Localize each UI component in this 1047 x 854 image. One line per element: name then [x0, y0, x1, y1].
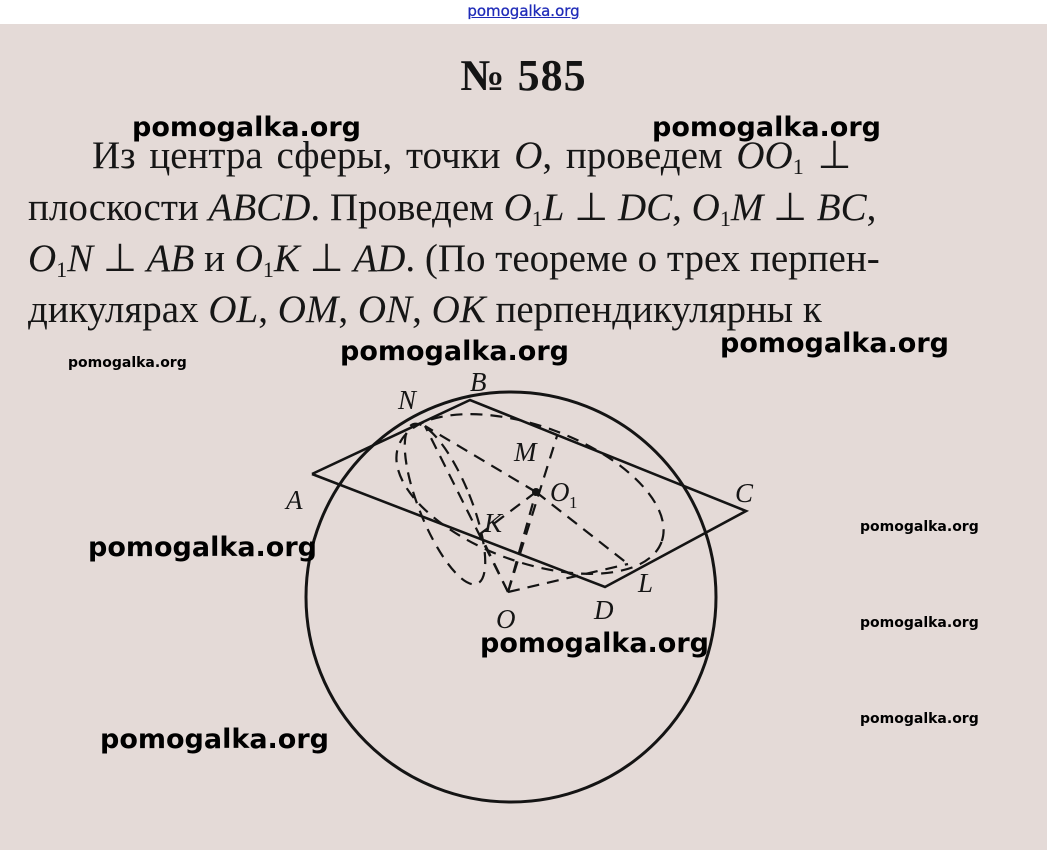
problem-text-line-2: плоскости ABCD. Проведем $O_1L$ ⊥ DC, $O_1M$ ⊥ BC,	[28, 186, 877, 231]
label-d: D	[594, 595, 614, 625]
watermark: pomogalka.org	[652, 112, 881, 143]
label-a: A	[286, 485, 303, 515]
segment-o-l	[508, 564, 628, 592]
point-o1	[532, 488, 540, 496]
watermark: pomogalka.org	[860, 519, 979, 535]
watermark: pomogalka.org	[100, 724, 329, 755]
label-o1: O	[550, 477, 570, 507]
watermark: pomogalka.org	[340, 336, 569, 367]
watermark: pomogalka.org	[720, 328, 949, 359]
problem-text-line-4: дикулярах OL, OM, ON, OK перпендикулярны к	[28, 288, 822, 331]
watermark: pomogalka.org	[68, 355, 187, 371]
segment-o-o1	[508, 492, 536, 592]
site-link[interactable]: pomogalka.org	[467, 2, 580, 20]
problem-number: № 585	[460, 51, 587, 100]
textbook-page	[0, 24, 1047, 850]
watermark: pomogalka.org	[88, 532, 317, 563]
label-o: O	[496, 604, 516, 634]
label-m: M	[514, 437, 537, 467]
inner-ellipse	[389, 415, 502, 594]
watermark: pomogalka.org	[480, 628, 709, 659]
label-n: N	[398, 385, 417, 415]
watermark: pomogalka.org	[860, 615, 979, 631]
label-b: B	[470, 367, 487, 397]
site-header	[0, 0, 1047, 24]
label-k: K	[484, 508, 503, 538]
problem-text-line-1: Из центра сферы, точки O, проведем $OO_1$ ⊥	[92, 134, 852, 179]
problem-text-line-3: $O_1N$ ⊥ AB и $O_1K$ ⊥ AD. (По теореме о трех перпен-	[28, 237, 880, 282]
plane-abcd	[312, 400, 746, 587]
label-o1-subscript: 1	[569, 493, 578, 512]
watermark: pomogalka.org	[860, 711, 979, 727]
sphere-outline	[306, 392, 716, 802]
label-l: L	[638, 568, 654, 598]
watermark: pomogalka.org	[132, 112, 361, 143]
label-c: C	[735, 478, 754, 508]
